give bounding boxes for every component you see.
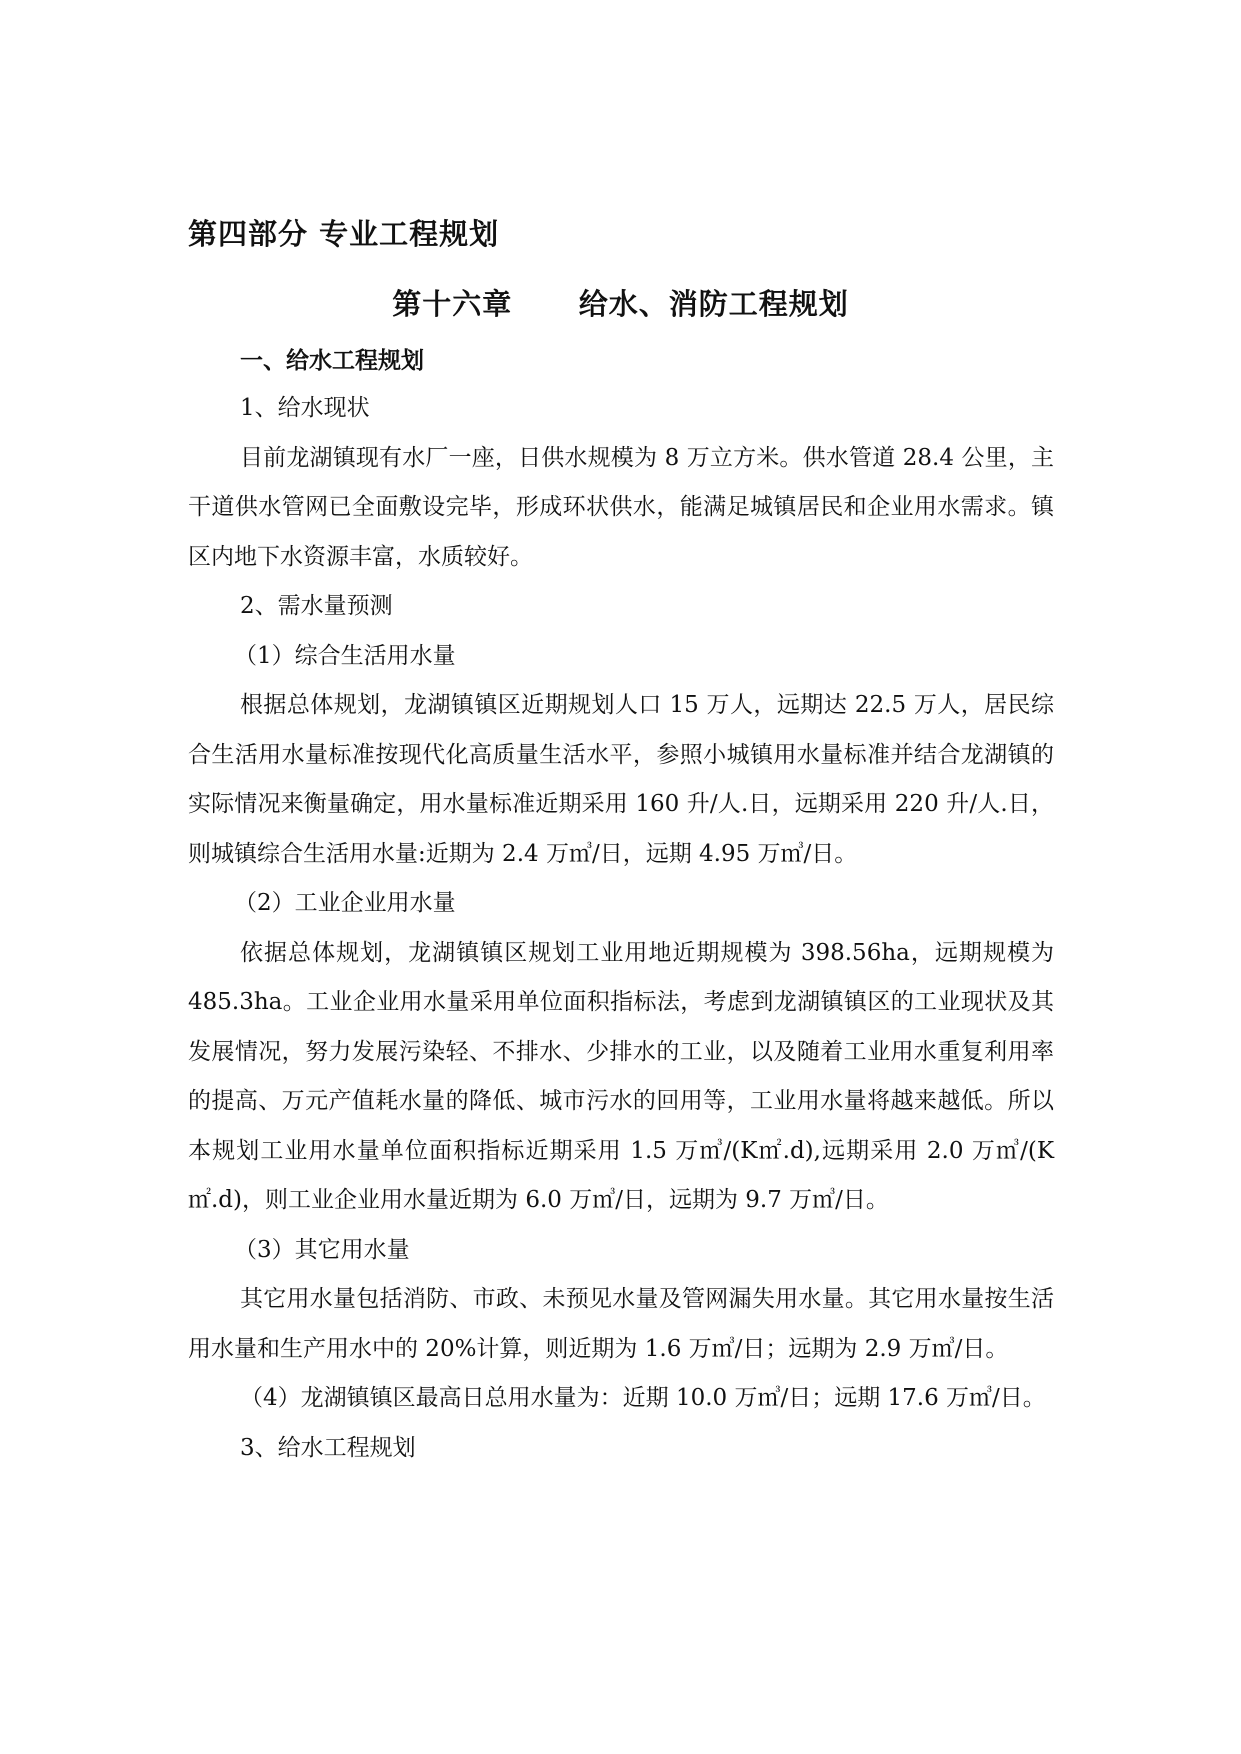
paragraph-industrial-water: 依据总体规划，龙湖镇镇区规划工业用地近期规模为 398.56ha，远期规模为 485.3ha。工业企业用水量采用单位面积指标法，考虑到龙湖镇镇区的工业现状及其发展情况，努力发展污染轻、不排水、少排水的工业，以及随着工业用水重复利用率的提高、万元产值耗水量的降低、城市污水的回用等，工业用水量将越来越低。所以本规划工业用水量单位面积指标近期采用 1.5 万㎥/(K㎡.d),远期采用 2.0 万㎥/(K㎡.d)，则工业企业用水量近期为 6.0 万㎥/日，远期为 9.7 万㎥/日。: [188, 939, 1054, 1213]
subheading-demand-forecast: 2、需水量预测: [240, 593, 393, 619]
document-body: [188, 384, 1054, 1473]
subheading-other-water: （3）其它用水量: [234, 1236, 410, 1263]
chapter-title: 第十六章 给水、消防工程规划: [392, 287, 849, 321]
part-title: 第四部分 专业工程规划: [188, 217, 500, 251]
subheading-domestic-water: （1）综合生活用水量: [234, 642, 456, 669]
paragraph-water-status: 目前龙湖镇现有水厂一座，日供水规模为 8 万立方米。供水管道 28.4 公里，主干道供水管网已全面敷设完毕，形成环状供水，能满足城镇居民和企业用水需求。镇区内地下水资源丰富，水质较好。: [188, 444, 1054, 570]
section-title: 一、给水工程规划: [240, 347, 424, 374]
subheading-industrial-water: （2）工业企业用水量: [234, 890, 456, 916]
paragraph-other-water: 其它用水量包括消防、市政、未预见水量及管网漏失用水量。其它用水量按生活用水量和生产用水中的 20%计算，则近期为 1.6 万㎥/日；远期为 2.9 万㎥/日。: [188, 1286, 1054, 1362]
paragraph-total-water: （4）龙湖镇镇区最高日总用水量为：近期 10.0 万㎥/日；远期 17.6 万㎥/日。: [240, 1385, 1046, 1411]
subheading-water-status: 1、给水现状: [240, 395, 370, 421]
paragraph-domestic-water: 根据总体规划，龙湖镇镇区近期规划人口 15 万人，远期达 22.5 万人，居民综合生活用水量标准按现代化高质量生活水平，参照小城镇用水量标准并结合龙湖镇的实际情况来衡量确定，用水量标准近期采用 160 升/人.日，远期采用 220 升/人.日，则城镇综合生活用水量:近期为 2.4 万㎥/日，远期 4.95 万㎥/日。: [188, 692, 1054, 867]
subheading-water-supply-plan: 3、给水工程规划: [240, 1434, 416, 1461]
